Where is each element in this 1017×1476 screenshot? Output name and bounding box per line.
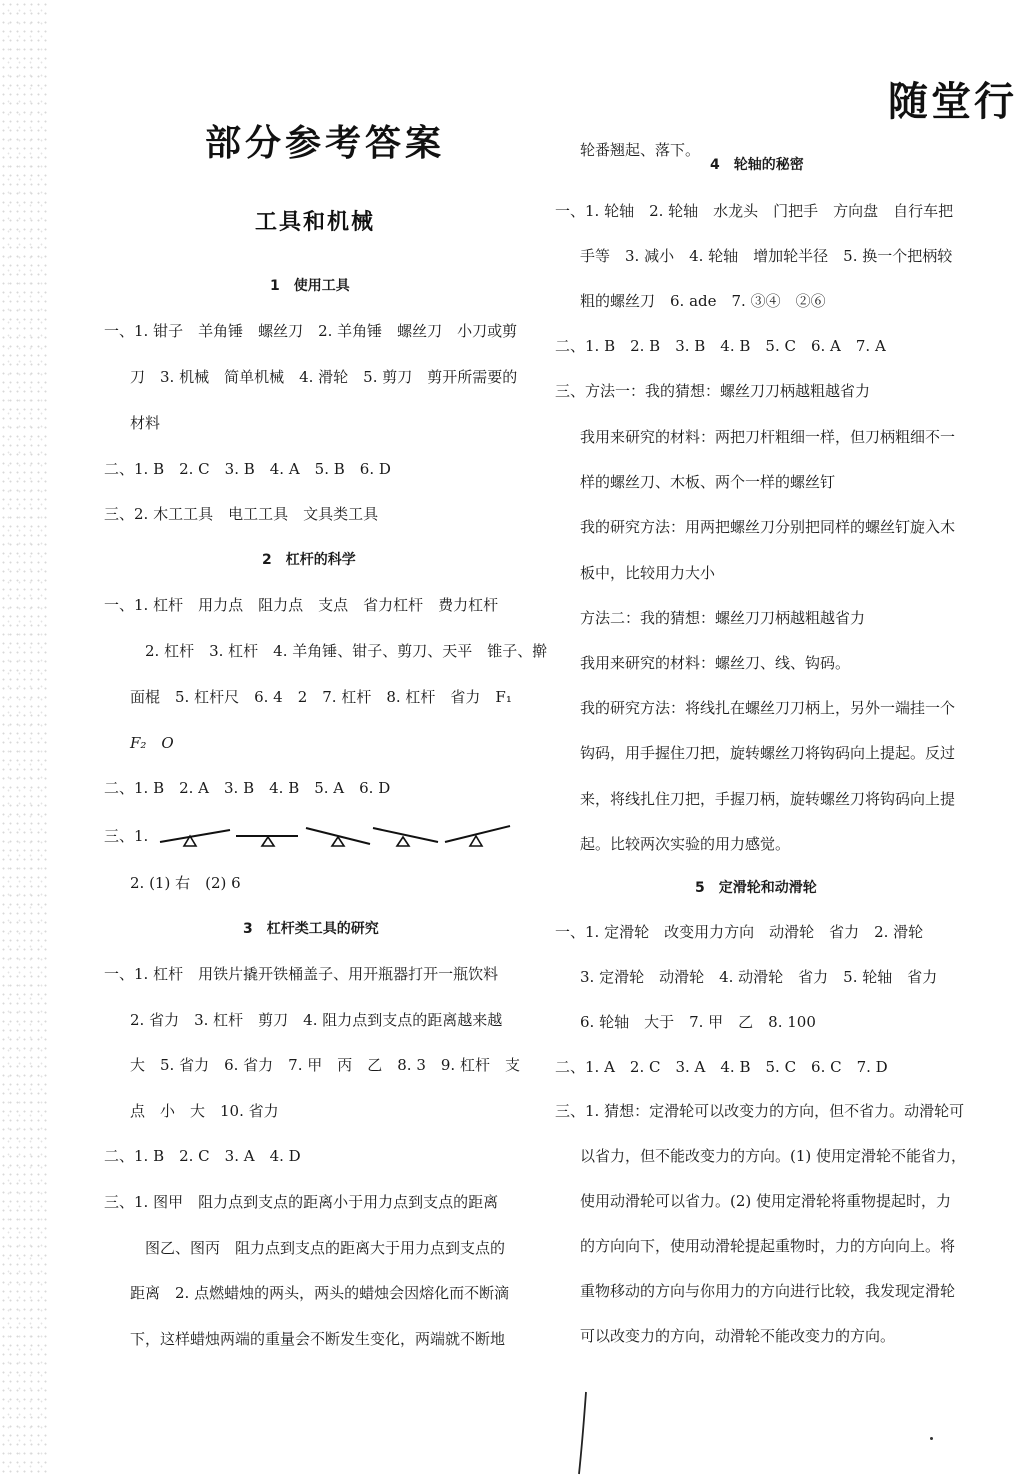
answer-line: 图乙、图丙 阻力点到支点的距离大于用力点到支点的 — [145, 1239, 506, 1257]
lever-diagram — [373, 828, 438, 846]
lesson-heading: 1 使用工具 — [270, 278, 350, 294]
answer-line: 手等 3. 减小 4. 轮轴 增加轮半径 5. 换一个把柄较 — [580, 247, 953, 265]
lever-diagram — [445, 826, 510, 846]
answer-line: 3. 定滑轮 动滑轮 4. 动滑轮 省力 5. 轮轴 省力 — [580, 968, 938, 986]
answer-line: 一、1. 杠杆 用铁片撬开铁桶盖子、用开瓶器打开一瓶饮料 — [104, 965, 499, 983]
page-title: 部分参考答案 — [205, 123, 446, 164]
answer-line: 点 小 大 10. 省力 — [130, 1102, 279, 1120]
scan-mark — [576, 1390, 590, 1476]
answer-line: 三、方法一：我的猜想：螺丝刀刀柄越粗越省力 — [555, 382, 871, 400]
answer-line: 三、2. 木工工具 电工工具 文具类工具 — [104, 505, 379, 523]
section-title: 工具和机械 — [255, 210, 376, 235]
answer-line: F₂ O — [130, 734, 174, 752]
answer-line: 方法二：我的猜想：螺丝刀刀柄越粗越省力 — [580, 609, 866, 627]
answer-line: 二、1. B 2. A 3. B 4. B 5. A 6. D — [104, 779, 391, 797]
lever-diagram — [160, 830, 230, 846]
answer-line: 我用来研究的材料：两把刀杆粗细一样，但刀柄粗细不一 — [580, 428, 956, 446]
lesson-heading: 4 轮轴的秘密 — [710, 157, 804, 173]
answer-line: 可以改变力的方向，动滑轮不能改变力的方向。 — [580, 1327, 896, 1345]
answer-line: 一、1. 定滑轮 改变用力方向 动滑轮 省力 2. 滑轮 — [555, 923, 924, 941]
answer-line: 二、1. B 2. B 3. B 4. B 5. C 6. A 7. A — [555, 337, 886, 355]
scan-edge-noise — [0, 0, 48, 1476]
answer-line: 2. (1) 右 (2) 6 — [130, 874, 241, 892]
answer-line: 我的研究方法：用两把螺丝刀分别把同样的螺丝钉旋入木 — [580, 518, 956, 536]
answer-line: 的方向向下，使用动滑轮提起重物时，力的方向向上。将 — [580, 1237, 956, 1255]
answer-line: 板中，比较用力大小 — [580, 564, 716, 582]
lever-diagram — [306, 828, 370, 846]
answer-line: 大 5. 省力 6. 省力 7. 甲 丙 乙 8. 3 9. 杠杆 支 — [130, 1056, 520, 1074]
answer-line: 钩码，用手握住刀把，旋转螺丝刀将钩码向上提起。反过 — [580, 744, 956, 762]
answer-line: 样的螺丝刀、木板、两个一样的螺丝钉 — [580, 473, 836, 491]
answer-line: 轮番翘起、落下。 — [580, 141, 701, 159]
answer-line: 二、1. B 2. C 3. B 4. A 5. B 6. D — [104, 460, 391, 478]
answer-line: 重物移动的方向与你用力的方向进行比较，我发现定滑轮 — [580, 1282, 956, 1300]
answer-line: 距离 2. 点燃蜡烛的两头，两头的蜡烛会因熔化而不断滴 — [130, 1284, 510, 1302]
lesson-heading: 2 杠杆的科学 — [262, 552, 356, 568]
answer-line: 一、1. 轮轴 2. 轮轴 水龙头 门把手 方向盘 自行车把 — [555, 202, 954, 220]
answer-line: 材料 — [130, 414, 161, 432]
answer-line: 使用动滑轮可以省力。(2) 使用定滑轮将重物提起时，力 — [580, 1192, 952, 1210]
answer-line: 三、1. 猜想：定滑轮可以改变力的方向，但不省力。动滑轮可 — [555, 1102, 965, 1120]
answer-line: 下，这样蜡烛两端的重量会不断发生变化，两端就不断地 — [130, 1330, 506, 1348]
answer-line: 2. 省力 3. 杠杆 剪刀 4. 阻力点到支点的距离越来越 — [130, 1011, 503, 1029]
answer-line: 起。比较两次实验的用力感觉。 — [580, 835, 791, 853]
answer-line: 以省力，但不能改变力的方向。(1) 使用定滑轮不能省力， — [580, 1147, 967, 1165]
answer-line: 刀 3. 机械 简单机械 4. 滑轮 5. 剪刀 剪开所需要的 — [130, 368, 518, 386]
answer-line: 6. 轮轴 大于 7. 甲 乙 8. 100 — [580, 1013, 816, 1031]
answer-line: 我用来研究的材料：螺丝刀、线、钩码。 — [580, 654, 851, 672]
answer-line: 二、1. A 2. C 3. A 4. B 5. C 6. C 7. D — [555, 1058, 888, 1076]
header-corner-title: 随堂行 — [888, 78, 1017, 125]
answer-line: 我的研究方法：将线扎在螺丝刀刀柄上，另外一端挂一个 — [580, 699, 956, 717]
answer-line: 二、1. B 2. C 3. A 4. D — [104, 1147, 301, 1165]
answer-line: 一、1. 杠杆 用力点 阻力点 支点 省力杠杆 费力杠杆 — [104, 596, 499, 614]
answer-line: 2. 杠杆 3. 杠杆 4. 羊角锤、钳子、剪刀、天平 锥子、擀 — [145, 642, 548, 660]
answer-line: 粗的螺丝刀 6. ade 7. ③④ ②⑥ — [580, 292, 826, 310]
lever-diagrams — [158, 820, 518, 856]
lesson-heading: 5 定滑轮和动滑轮 — [695, 880, 817, 896]
lever-diagram — [236, 836, 298, 846]
lesson-heading: 3 杠杆类工具的研究 — [243, 921, 379, 937]
answer-line: 面棍 5. 杠杆尺 6. 4 2 7. 杠杆 8. 杠杆 省力 F₁ — [130, 688, 512, 706]
answer-line: 来，将线扎住刀把，手握刀柄，旋转螺丝刀将钩码向上提 — [580, 790, 956, 808]
answer-line: 一、1. 钳子 羊角锤 螺丝刀 2. 羊角锤 螺丝刀 小刀或剪 — [104, 322, 518, 340]
answer-line: 三、1. 图甲 阻力点到支点的距离小于用力点到支点的距离 — [104, 1193, 499, 1211]
scan-dot — [930, 1437, 933, 1440]
answer-line: 三、1. — [104, 827, 149, 845]
